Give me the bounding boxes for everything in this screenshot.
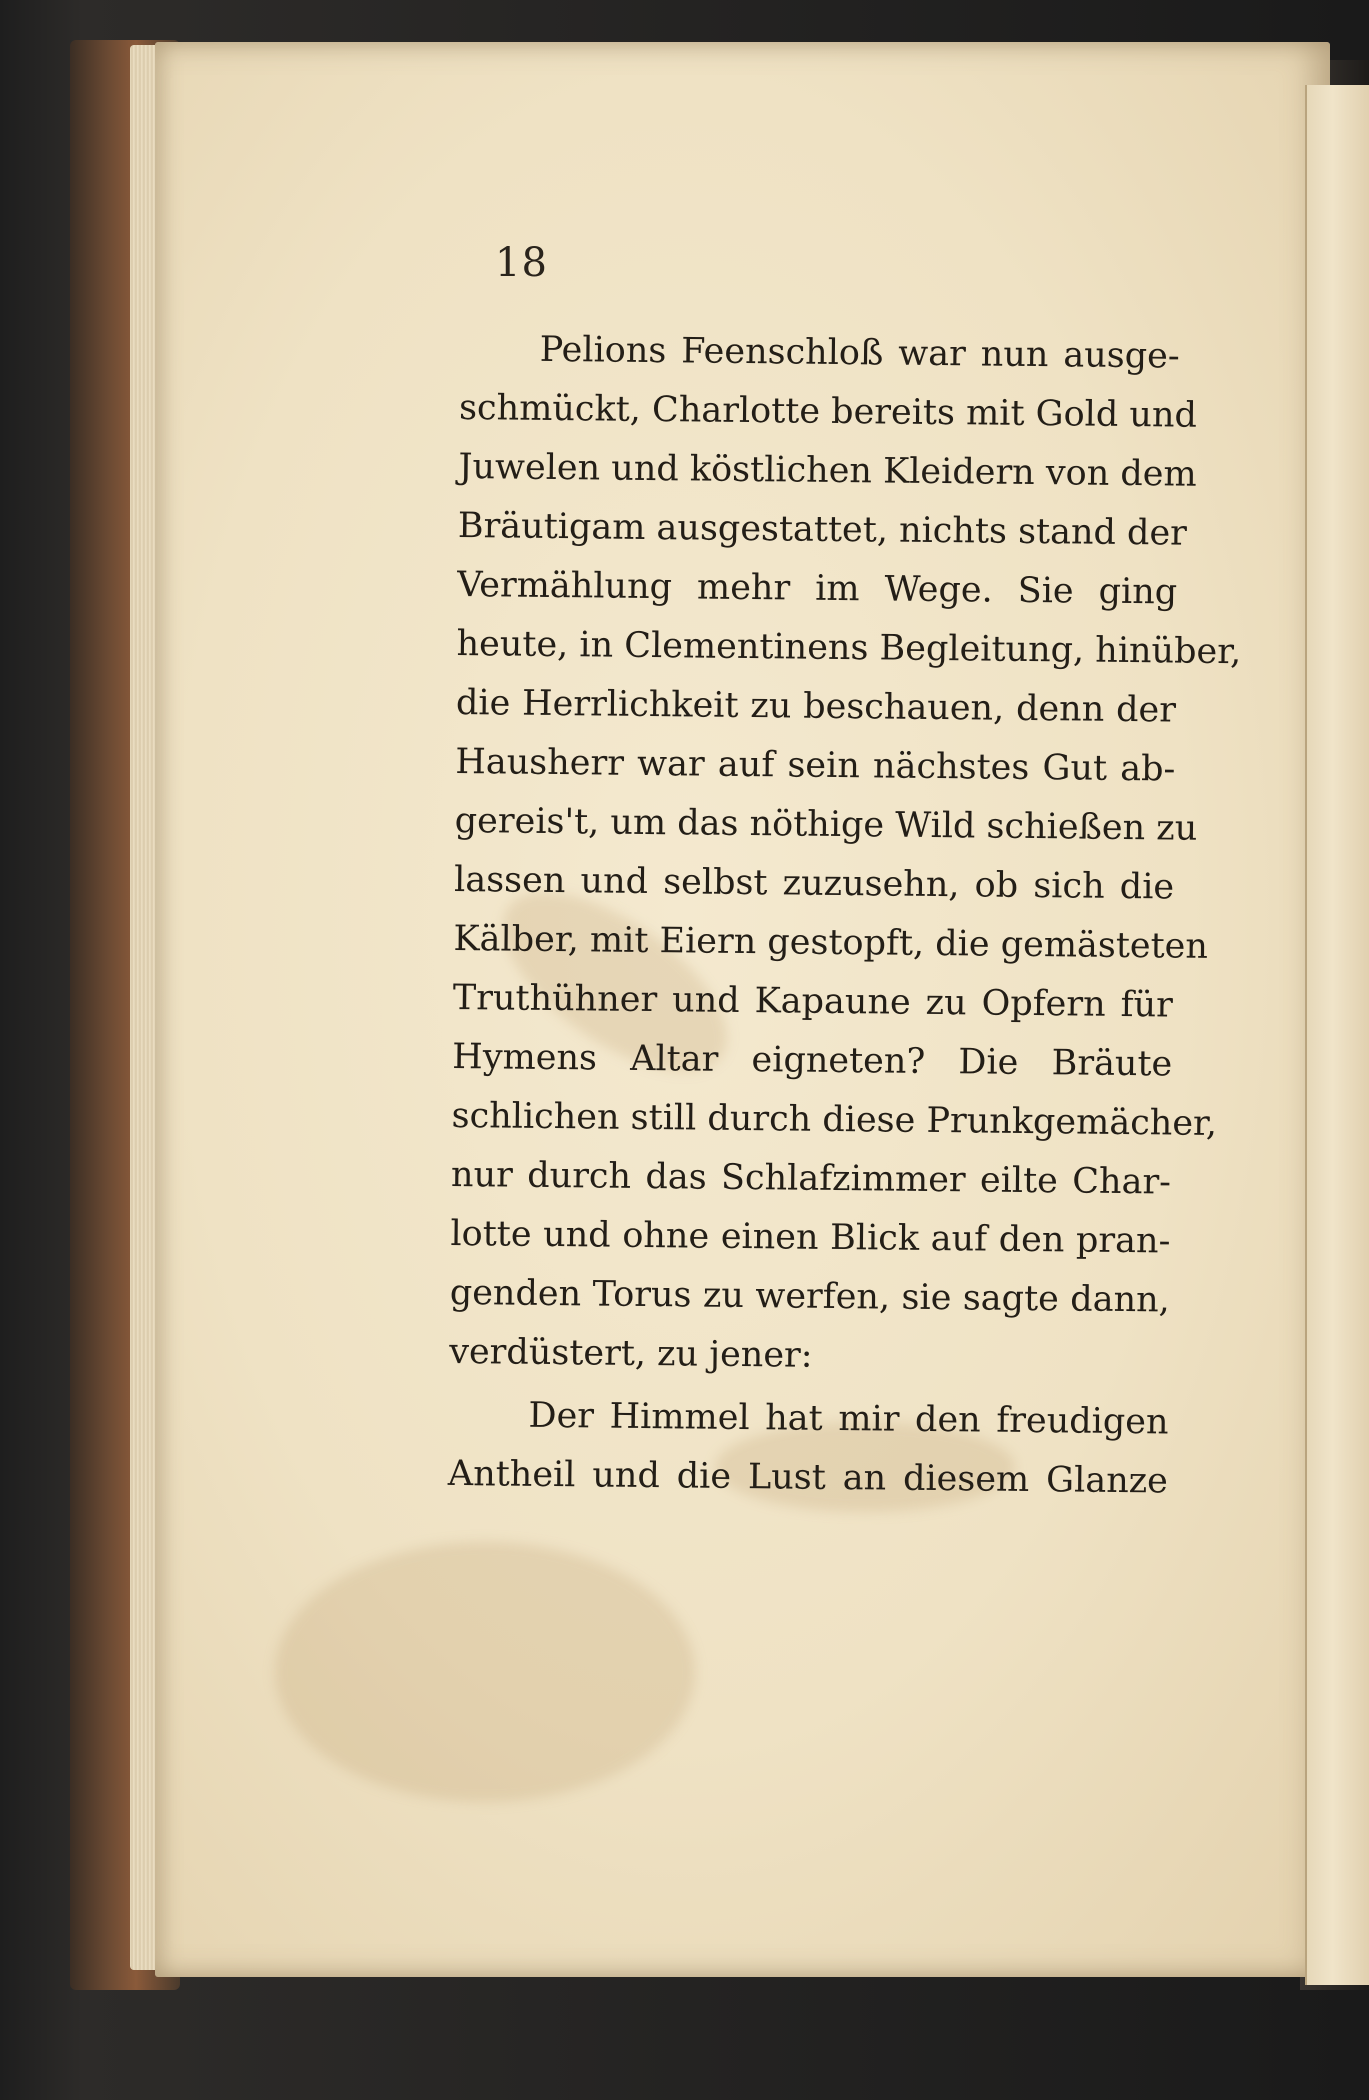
text-line: heute, in Clementinens Begleitung, hinüber, — [456, 623, 1242, 673]
facing-page-edge — [1305, 85, 1369, 1985]
text-line: Hymens Altar eigneten? Die Bräute — [452, 1036, 1173, 1085]
page-text — [447, 320, 1242, 1511]
text-line: die Herrlichkeit zu beschauen, denn der — [455, 682, 1177, 731]
text-line: schlichen still durch diese Prunkgemächer, — [451, 1095, 1218, 1144]
text-line: Kälber, mit Eiern gestopft, die gemästeten — [453, 918, 1209, 967]
text-line: verdüstert, zu jener: — [448, 1331, 813, 1376]
paper-stain — [275, 1542, 695, 1802]
text-line: Bräutigam ausgestattet, nichts stand der — [457, 505, 1188, 554]
text-line: Hausherr war auf sein nächstes Gut ab- — [455, 741, 1176, 790]
text-line: genden Torus zu werfen, sie sagte dann, — [449, 1272, 1170, 1321]
text-line: Truthühner und Kapaune zu Opfern für — [452, 977, 1174, 1026]
text-line: Vermählung mehr im Wege. Sie ging — [457, 564, 1178, 613]
paragraph-2 — [448, 1386, 1169, 1512]
text-line: lassen und selbst zuzusehn, ob sich die — [453, 859, 1175, 908]
text-line: Der Himmel hat mir den freudigen — [528, 1395, 1169, 1443]
text-line: Pelions Feenschloß war nun ausge- — [539, 329, 1180, 377]
text-line: schmückt, Charlotte bereits mit Gold und — [458, 387, 1198, 436]
text-line: nur durch das Schlafzimmer eilte Char- — [450, 1154, 1172, 1203]
text-line: Juwelen und köstlichen Kleidern von dem — [458, 446, 1197, 495]
text-line: lotte und ohne einen Blick auf den pran- — [450, 1213, 1171, 1262]
page-number: 18 — [495, 240, 548, 286]
text-line: Antheil und die Lust an diesem Glanze — [447, 1453, 1169, 1502]
text-line: gereis't, um das nöthige Wild schießen zu — [454, 800, 1198, 849]
paragraph-1 — [448, 320, 1242, 1389]
